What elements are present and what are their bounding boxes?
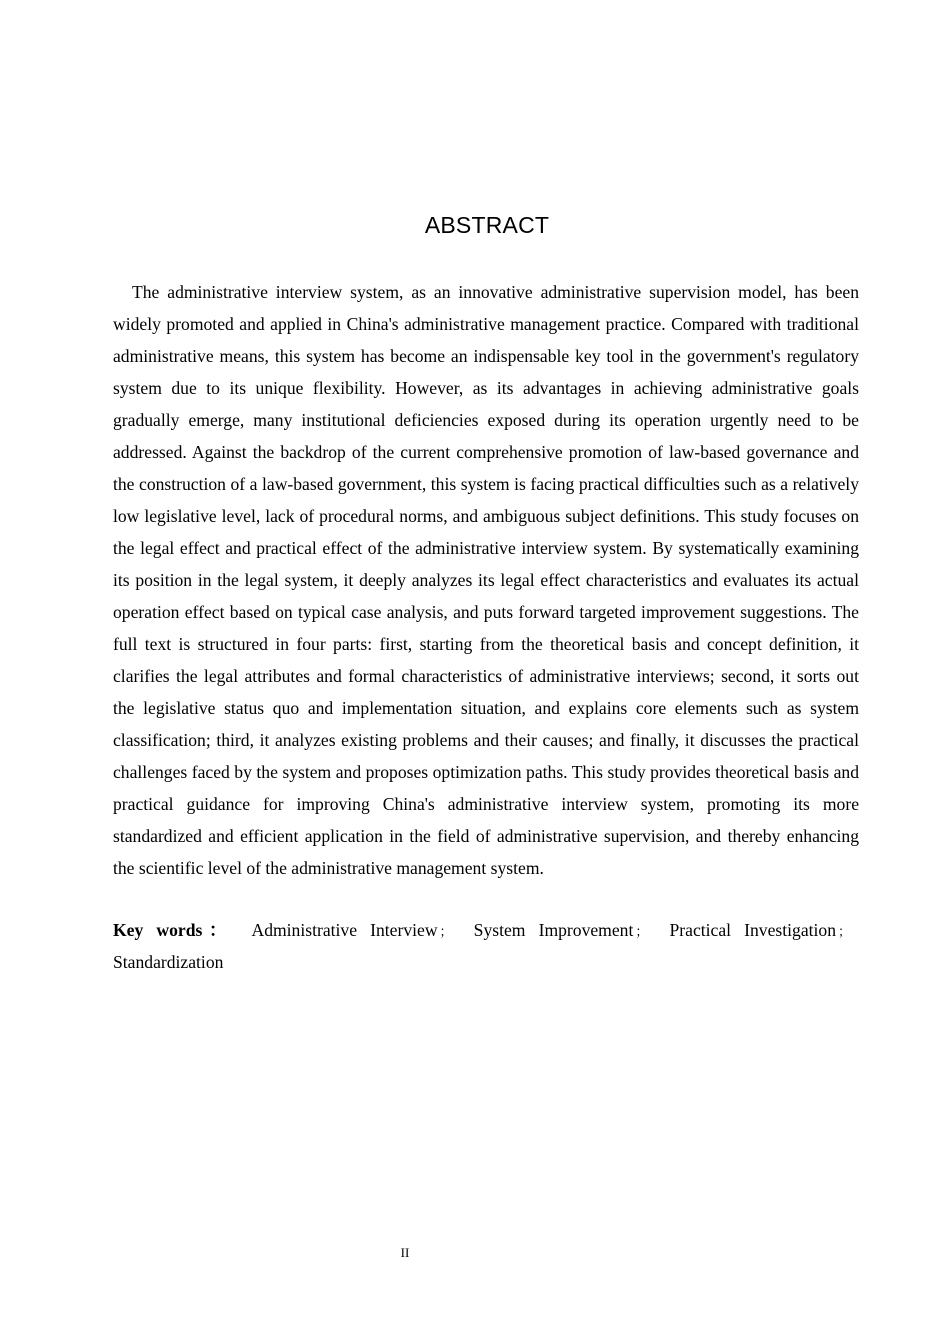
- keyword-delimiter: ；: [838, 924, 852, 939]
- keyword-delimiter: ；: [439, 924, 453, 939]
- keyword-item: System Improvement: [473, 920, 634, 940]
- keyword-item: Administrative Interview: [251, 920, 438, 940]
- keywords-line: [113, 915, 859, 978]
- keyword-delimiter: ；: [635, 924, 649, 939]
- abstract-body: The administrative interview system, as an innovative administrative supervision model, has been widely promoted and applied in China's administrative management practice. Compared with traditional administrative means, this system has become an indispensable key tool in the government's regulatory system due to its unique flexibility. However, as its advantages in achieving administrative goals gradually emerge, many institutional deficiencies exposed during its operation urgently need to be addressed. Against the backdrop of the current comprehensive promotion of law-based governance and the construction of a law-based government, this system is facing practical difficulties such as a relatively low legislative level, lack of procedural norms, and ambiguous subject definitions. This study focuses on the legal effect and practical effect of the administrative interview system. By systematically examining its position in the legal system, it deeply analyzes its legal effect characteristics and evaluates its actual operation effect based on typical case analysis, and puts forward targeted improvement suggestions. The full text is structured in four parts: first, starting from the theoretical basis and concept definition, it clarifies the legal attributes and formal characteristics of administrative interviews; second, it sorts out the legislative status quo and implementation situation, and explains core elements such as system classification; third, it analyzes existing problems and their causes; and finally, it discusses the practical challenges faced by the system and proposes optimization paths. This study provides theoretical basis and practical guidance for improving China's administrative interview system, promoting its more standardized and efficient application in the field of administrative supervision, and thereby enhancing the scientific level of the administrative management system.: [113, 282, 859, 878]
- keywords-colon: ：: [202, 920, 234, 940]
- keywords-label: Key words: [113, 920, 203, 940]
- keyword-item: Standardization: [113, 952, 224, 972]
- abstract-title: ABSTRACT: [424, 212, 550, 238]
- keyword-item: Practical Investigation: [669, 920, 837, 940]
- page-number: II: [400, 1245, 410, 1260]
